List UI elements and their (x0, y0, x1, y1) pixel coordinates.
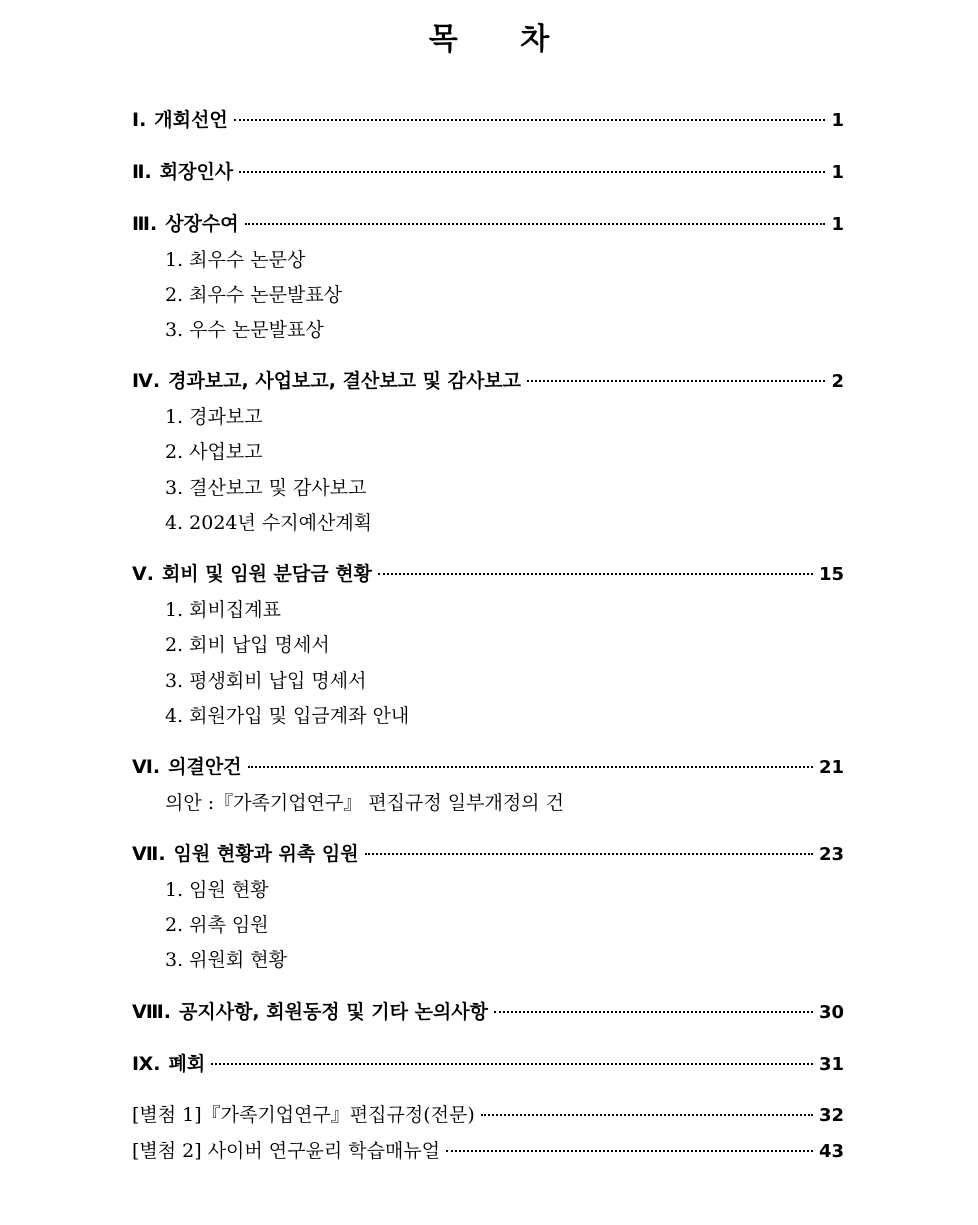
leader-dots (248, 766, 813, 768)
section-number: Ⅱ. (132, 161, 152, 183)
section-label: 폐회 (168, 1053, 206, 1075)
section-number: Ⅸ. (132, 1053, 161, 1075)
toc-section-3 (132, 209, 844, 239)
section-number: Ⅵ. (132, 756, 161, 778)
toc-appendix-2 (132, 1136, 844, 1166)
leader-dots (446, 1150, 813, 1152)
page-number: 31 (818, 1054, 844, 1075)
toc-section-8 (132, 997, 844, 1027)
toc-subitem: 3. 우수 논문발표상 (165, 319, 324, 341)
section-number: Ⅳ. (132, 370, 161, 392)
page-number: 1 (831, 162, 844, 183)
toc-subitem: 1. 임원 현황 (165, 879, 269, 901)
leader-dots (365, 853, 813, 855)
section-number: Ⅴ. (132, 563, 154, 585)
page-number: 1 (831, 110, 844, 131)
toc-appendix-1 (132, 1100, 844, 1130)
page-number: 43 (818, 1141, 844, 1162)
toc-subitem: 2. 회비 납입 명세서 (165, 634, 330, 656)
toc-subitem: 4. 회원가입 및 입금계좌 안내 (165, 705, 410, 727)
toc-subitem: 의안 :『가족기업연구』 편집규정 일부개정의 건 (165, 792, 564, 814)
page-number: 30 (818, 1002, 844, 1023)
leader-dots (494, 1011, 813, 1013)
section-label: 공지사항, 회원동정 및 기타 논의사항 (179, 1001, 488, 1023)
toc-section-9 (132, 1049, 844, 1079)
toc-subitem: 1. 최우수 논문상 (165, 249, 306, 271)
toc-section-7 (132, 839, 844, 869)
page-number: 32 (818, 1105, 844, 1126)
section-label: 회장인사 (159, 161, 234, 183)
section-label: 개회선언 (154, 109, 228, 131)
section-label: 임원 현황과 위촉 임원 (173, 843, 359, 865)
toc-section-5 (132, 559, 844, 589)
toc-subitem: 3. 위원회 현황 (165, 949, 287, 971)
page-number: 21 (818, 757, 844, 778)
page-number: 1 (831, 214, 844, 235)
section-label: 경과보고, 사업보고, 결산보고 및 감사보고 (168, 370, 522, 392)
section-number: Ⅷ. (132, 1001, 171, 1023)
leader-dots (211, 1063, 813, 1065)
toc-section-1 (132, 105, 844, 135)
page-number: 23 (818, 844, 844, 865)
section-number: Ⅲ. (132, 213, 158, 235)
page-title: 목 차 (428, 22, 576, 57)
toc-subitem: 2. 사업보고 (165, 441, 263, 463)
leader-dots (245, 223, 826, 225)
toc-subitem: 2. 최우수 논문발표상 (165, 284, 343, 306)
toc-subitem: 1. 회비집계표 (165, 599, 281, 621)
page-number: 15 (818, 564, 844, 585)
section-label: 의결안건 (168, 756, 242, 778)
toc-subitem: 4. 2024년 수지예산계획 (165, 512, 373, 534)
toc-subitem: 2. 위촉 임원 (165, 914, 269, 936)
leader-dots (239, 171, 825, 173)
leader-dots (234, 119, 826, 121)
toc-subitem: 1. 경과보고 (165, 406, 263, 428)
toc-section-4 (132, 366, 844, 396)
toc-section-2 (132, 157, 844, 187)
appendix-label: [별첨 2] 사이버 연구윤리 학습매뉴얼 (132, 1140, 441, 1162)
section-number: Ⅶ. (132, 843, 166, 865)
section-label: 상장수여 (165, 213, 239, 235)
toc-section-6 (132, 752, 844, 782)
section-number: Ⅰ. (132, 109, 147, 131)
leader-dots (527, 380, 825, 382)
page-number: 2 (831, 371, 844, 392)
leader-dots (378, 573, 813, 575)
toc-subitem: 3. 결산보고 및 감사보고 (165, 477, 367, 499)
toc-subitem: 3. 평생회비 납입 명세서 (165, 670, 367, 692)
section-label: 회비 및 임원 분담금 현황 (161, 563, 372, 585)
leader-dots (481, 1114, 813, 1116)
appendix-label: [별첨 1]『가족기업연구』편집규정(전문) (132, 1104, 475, 1126)
